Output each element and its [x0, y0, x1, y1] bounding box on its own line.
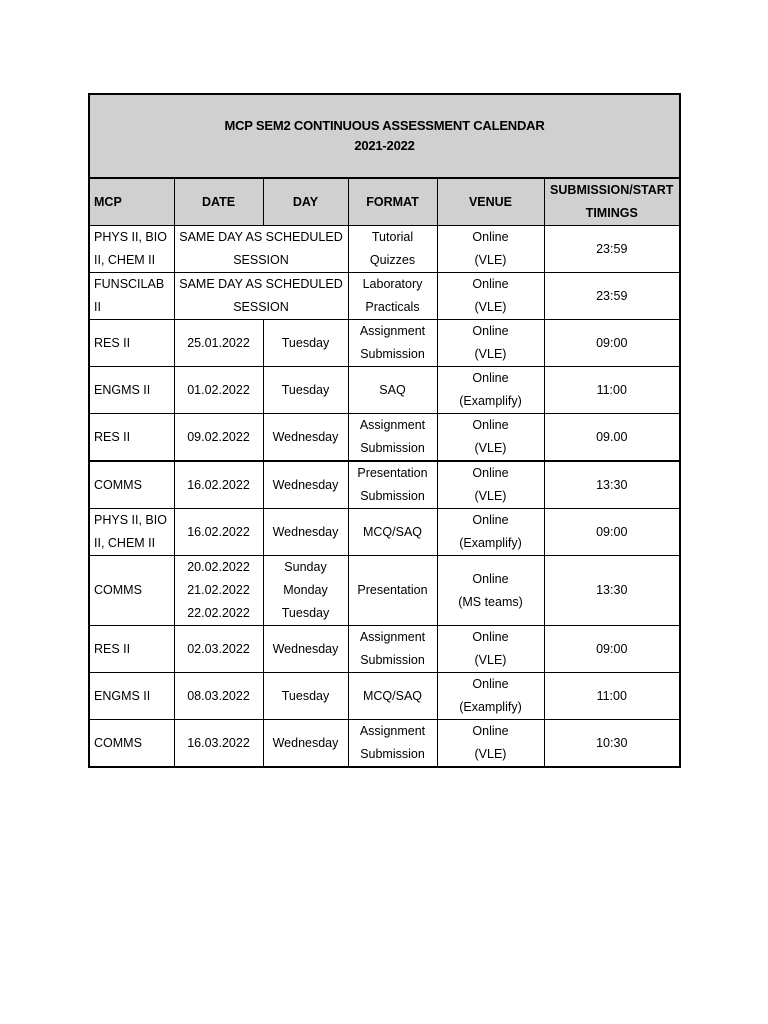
mcp-cell [90, 509, 174, 556]
date-cell [174, 414, 263, 462]
venue-cell-line: Online [472, 324, 509, 338]
mcp-cell [90, 414, 174, 462]
format-cell-line: Submission [360, 347, 425, 361]
timing-cell-line: 13:30 [596, 583, 628, 597]
col-header-venue: VENUE [437, 179, 544, 226]
mcp-cell [90, 367, 174, 414]
format-cell [348, 461, 437, 509]
venue-cell [437, 320, 544, 367]
day-cell-line: Wednesday [272, 735, 339, 750]
format-cell-line: Submission [360, 653, 425, 667]
format-cell-line: Presentation [357, 583, 428, 597]
date-cell-line: 16.02.2022 [187, 524, 250, 539]
day-cell-line: Wednesday [272, 524, 339, 539]
table-row [90, 414, 679, 462]
mcp-cell-line: RES II [94, 429, 131, 444]
venue-cell-line: Online [472, 466, 509, 480]
date-cell [174, 626, 263, 673]
venue-cell-line: (VLE) [474, 253, 507, 267]
mcp-cell [90, 720, 174, 767]
timing-cell-line: 09:00 [596, 524, 628, 539]
mcp-cell-line: COMMS [94, 477, 142, 492]
date-day-cell-line: SAME DAY AS SCHEDULED [179, 230, 343, 244]
date-cell-line: 02.03.2022 [187, 641, 250, 656]
date-cell [174, 509, 263, 556]
col-header-day: DAY [263, 179, 348, 226]
col-header-timings-line1: SUBMISSION/START [550, 183, 674, 197]
day-cell [263, 509, 348, 556]
date-day-cell-line: SAME DAY AS SCHEDULED [179, 277, 343, 291]
mcp-cell-line: FUNSCILAB II [94, 277, 165, 314]
venue-cell [437, 414, 544, 462]
timing-cell [544, 461, 679, 509]
venue-cell [437, 720, 544, 767]
format-cell-line: SAQ [379, 382, 406, 397]
col-header-date: DATE [174, 179, 263, 226]
venue-cell-line: (VLE) [474, 653, 507, 667]
venue-cell [437, 673, 544, 720]
mcp-cell [90, 226, 174, 273]
day-cell-line: Monday [283, 583, 328, 597]
table-header-row [90, 179, 679, 226]
mcp-cell-line: II, CHEM II [94, 253, 156, 267]
timing-cell [544, 556, 679, 626]
date-cell-line: 16.03.2022 [187, 735, 250, 750]
date-cell-line: 08.03.2022 [187, 688, 250, 703]
timing-cell [544, 367, 679, 414]
table-row [90, 626, 679, 673]
day-cell-line: Sunday [284, 560, 327, 574]
day-cell-line: Tuesday [281, 688, 330, 703]
date-cell [174, 320, 263, 367]
day-cell-line: Tuesday [281, 606, 330, 620]
format-cell-line: Assignment [359, 724, 426, 738]
timing-cell-line: 09.00 [596, 429, 628, 444]
format-cell [348, 673, 437, 720]
format-cell-line: Assignment [359, 324, 426, 338]
date-cell-line: 01.02.2022 [187, 382, 250, 397]
format-cell-line: MCQ/SAQ [362, 688, 423, 703]
date-cell-line: 16.02.2022 [187, 477, 250, 492]
venue-cell-line: Online [472, 513, 509, 527]
format-cell [348, 414, 437, 462]
table-row [90, 720, 679, 767]
venue-cell [437, 461, 544, 509]
timing-cell-line: 23:59 [596, 241, 628, 256]
table-row [90, 226, 679, 273]
venue-cell-line: (VLE) [474, 347, 507, 361]
venue-cell-line: (Examplify) [459, 700, 522, 714]
day-cell [263, 414, 348, 462]
col-header-timings [544, 179, 679, 226]
timing-cell [544, 226, 679, 273]
timing-cell-line: 11:00 [596, 688, 627, 703]
format-cell [348, 556, 437, 626]
format-cell [348, 367, 437, 414]
day-cell-line: Wednesday [272, 641, 339, 656]
day-cell [263, 720, 348, 767]
date-cell-line: 09.02.2022 [187, 429, 250, 444]
format-cell-line: Assignment [359, 418, 426, 432]
mcp-cell [90, 320, 174, 367]
table-row [90, 509, 679, 556]
venue-cell [437, 273, 544, 320]
mcp-cell-line: PHYS II, BIO [94, 230, 167, 244]
date-cell [174, 720, 263, 767]
date-cell [174, 673, 263, 720]
day-cell [263, 320, 348, 367]
date-cell [174, 461, 263, 509]
timing-cell [544, 720, 679, 767]
venue-cell-line: Online [472, 571, 509, 586]
date-day-cell [174, 273, 348, 320]
table-row [90, 320, 679, 367]
table-row [90, 367, 679, 414]
day-cell [263, 626, 348, 673]
venue-cell-line: Online [472, 371, 509, 385]
venue-cell-line: Online [472, 277, 509, 291]
timing-cell-line: 09:00 [596, 335, 628, 350]
date-cell [174, 556, 263, 626]
venue-cell-line: Online [472, 630, 509, 644]
day-cell [263, 367, 348, 414]
mcp-cell-line: PHYS II, BIO [94, 513, 167, 527]
timing-cell [544, 320, 679, 367]
timing-cell [544, 414, 679, 462]
timing-cell [544, 509, 679, 556]
date-cell-line: 22.02.2022 [187, 606, 250, 620]
assessment-table [90, 179, 679, 766]
venue-cell [437, 556, 544, 626]
venue-cell-line: (Examplify) [459, 536, 522, 550]
day-cell [263, 461, 348, 509]
format-cell [348, 273, 437, 320]
date-cell-line: 21.02.2022 [187, 583, 250, 597]
timing-cell [544, 626, 679, 673]
day-cell-line: Wednesday [272, 477, 339, 492]
mcp-cell-line: COMMS [94, 583, 142, 597]
timing-cell-line: 23:59 [596, 288, 628, 303]
table-body [90, 226, 679, 767]
format-cell-line: Submission [360, 441, 425, 455]
format-cell-line: Presentation [357, 466, 428, 480]
format-cell-line: Tutorial [371, 230, 414, 244]
date-day-cell-line: SESSION [233, 253, 289, 267]
mcp-cell [90, 273, 174, 320]
col-header-format: FORMAT [348, 179, 437, 226]
format-cell-line: Submission [360, 747, 425, 761]
venue-cell-line: (VLE) [474, 300, 507, 314]
mcp-cell-line: ENGMS II [94, 688, 151, 703]
table-row [90, 673, 679, 720]
col-header-mcp: MCP [90, 179, 174, 226]
col-header-timings-line2: TIMINGS [585, 206, 638, 220]
calendar-title: MCP SEM2 CONTINUOUS ASSESSMENT CALENDAR [224, 118, 545, 133]
mcp-cell [90, 626, 174, 673]
venue-cell [437, 509, 544, 556]
day-cell [263, 673, 348, 720]
mcp-cell [90, 673, 174, 720]
format-cell [348, 720, 437, 767]
format-cell-line: Practicals [365, 300, 420, 314]
format-cell [348, 226, 437, 273]
table-row [90, 273, 679, 320]
venue-cell-line: (VLE) [474, 747, 507, 761]
venue-cell-line: (Examplify) [459, 394, 522, 408]
day-cell [263, 556, 348, 626]
venue-cell [437, 226, 544, 273]
timing-cell-line: 09:00 [596, 641, 628, 656]
mcp-cell-line: ENGMS II [94, 382, 151, 397]
date-cell [174, 367, 263, 414]
format-cell [348, 509, 437, 556]
mcp-cell-line: RES II [94, 335, 131, 350]
format-cell-line: Submission [360, 489, 425, 503]
venue-cell [437, 626, 544, 673]
venue-cell-line: Online [472, 418, 509, 432]
calendar-year: 2021-2022 [354, 138, 415, 153]
day-cell-line: Tuesday [281, 335, 330, 350]
date-day-cell [174, 226, 348, 273]
timing-cell-line: 13:30 [596, 477, 628, 492]
day-cell-line: Wednesday [272, 429, 339, 444]
format-cell-line: MCQ/SAQ [362, 524, 423, 539]
format-cell-line: Laboratory [362, 277, 423, 291]
venue-cell [437, 367, 544, 414]
table-row [90, 556, 679, 626]
venue-cell-line: (VLE) [474, 441, 507, 455]
timing-cell-line: 10:30 [596, 735, 628, 750]
date-cell-line: 25.01.2022 [187, 335, 250, 350]
date-cell-line: 20.02.2022 [187, 560, 250, 574]
venue-cell-line: (MS teams) [458, 594, 523, 609]
mcp-cell [90, 556, 174, 626]
mcp-cell-line: RES II [94, 641, 131, 656]
timing-cell [544, 273, 679, 320]
venue-cell-line: (VLE) [474, 489, 507, 503]
mcp-cell-line: COMMS [94, 735, 142, 750]
venue-cell-line: Online [472, 724, 509, 738]
format-cell-line: Quizzes [369, 253, 416, 267]
table-row [90, 461, 679, 509]
format-cell [348, 320, 437, 367]
format-cell [348, 626, 437, 673]
timing-cell-line: 11:00 [596, 382, 627, 397]
venue-cell-line: Online [472, 230, 509, 244]
mcp-cell [90, 461, 174, 509]
day-cell-line: Tuesday [281, 382, 330, 397]
mcp-cell-line: II, CHEM II [94, 536, 156, 550]
assessment-calendar-document [88, 93, 681, 768]
format-cell-line: Assignment [359, 630, 426, 644]
venue-cell-line: Online [472, 677, 509, 691]
timing-cell [544, 673, 679, 720]
date-day-cell-line: SESSION [233, 300, 289, 314]
calendar-title-banner [90, 95, 679, 179]
